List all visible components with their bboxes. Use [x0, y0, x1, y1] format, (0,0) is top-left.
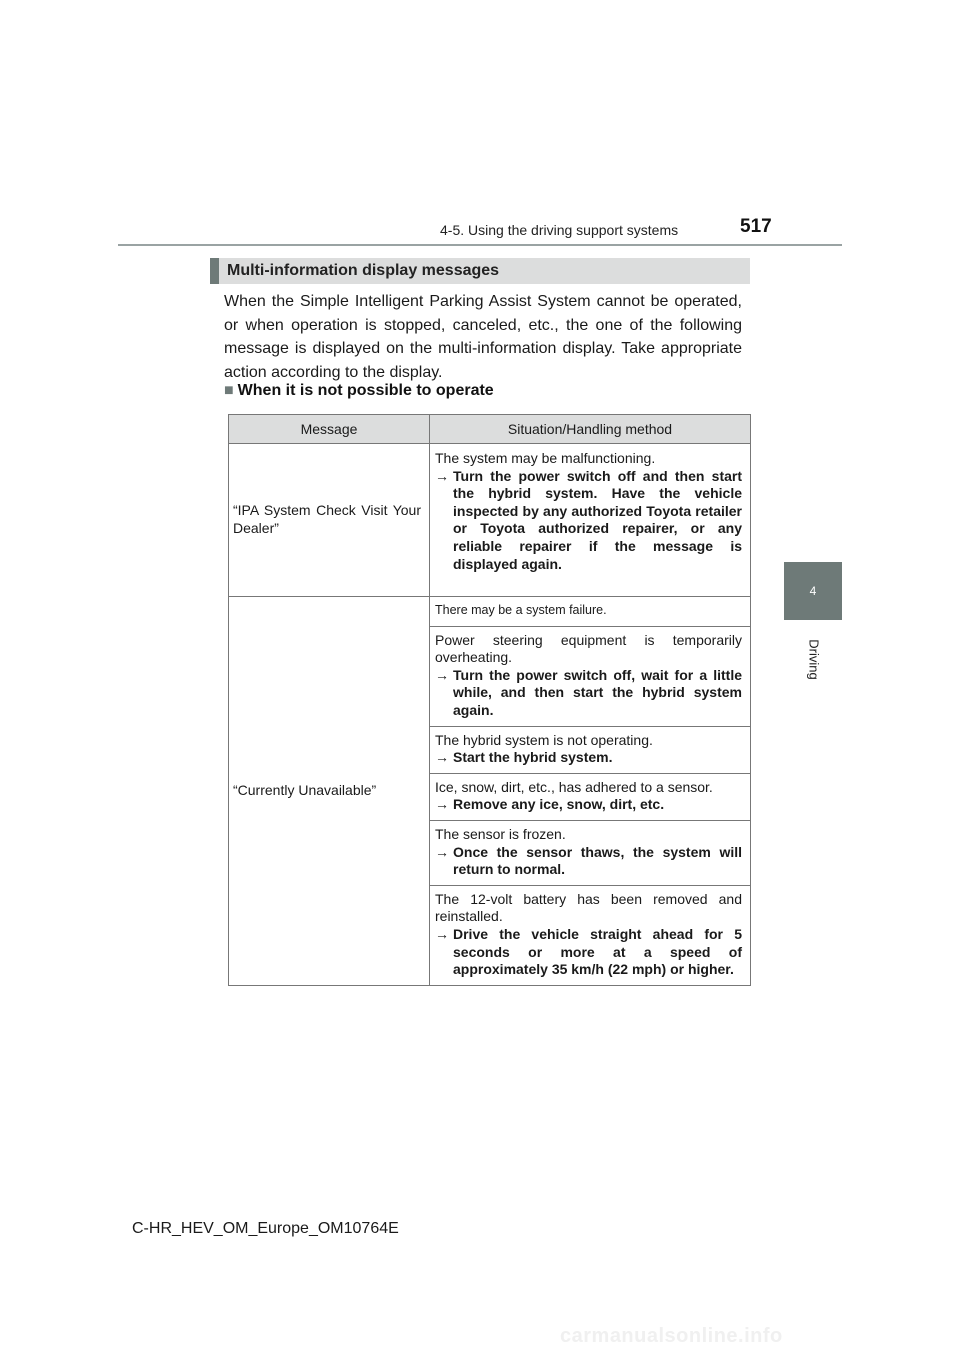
- column-header-message: Message: [229, 415, 430, 444]
- action-text: → Remove any ice, snow, dirt, etc.: [435, 796, 665, 813]
- header-title: 4-5. Using the driving support systems: [440, 222, 679, 238]
- chapter-label: Driving: [806, 639, 822, 680]
- square-bullet-icon: ■: [224, 382, 234, 399]
- situation-cell: [430, 885, 751, 985]
- subheading-text: When it is not possible to operate: [237, 382, 494, 399]
- arrow-icon: →: [435, 925, 449, 942]
- messages-table: [228, 414, 751, 986]
- table-row: [229, 597, 751, 627]
- situation-cell: [430, 597, 751, 627]
- situation-text: The sensor is frozen.: [435, 825, 566, 842]
- column-header-situation: Situation/Handling method: [430, 415, 751, 444]
- intro-paragraph: When the Simple Intelligent Parking Assist System cannot be operated, or when operation is stopped, canceled, etc., the one of the following message is displayed on the multi-information display. Take appropriate action according to the display.: [224, 293, 742, 381]
- situation-cell: [430, 726, 751, 773]
- action-text: → Turn the power switch off and then start the hybrid system. Have the vehicle inspected by any authorized Toyota retailer or Toyota authorized repairer, or any reliable repairer if the message is displayed again.: [435, 467, 742, 572]
- arrow-icon: →: [435, 467, 449, 484]
- situation-cell: [430, 444, 751, 597]
- page-number: 517: [740, 216, 772, 237]
- action-text: → Once the sensor thaws, the system will return to normal.: [435, 843, 742, 878]
- subheading: [224, 382, 494, 400]
- arrow-icon: →: [435, 749, 449, 766]
- situation-text: Power steering equipment is temporarily overheating.: [435, 631, 742, 666]
- situation-cell: [430, 773, 751, 820]
- message-cell: “IPA System Check Visit Your Dealer”: [229, 444, 430, 597]
- chapter-number: 4: [809, 584, 817, 598]
- action-text: → Drive the vehicle straight ahead for 5 seconds or more at a speed of approximately 35 km/h (22 mph) or higher.: [435, 925, 742, 978]
- watermark: carmanualsonline.info: [560, 1325, 783, 1347]
- document-code: C-HR_HEV_OM_Europe_OM10764E: [132, 1220, 399, 1237]
- arrow-icon: →: [435, 666, 449, 683]
- message-cell: “Currently Unavailable”: [229, 597, 430, 986]
- arrow-icon: →: [435, 796, 449, 813]
- situation-text: There may be a system failure.: [435, 603, 607, 617]
- situation-text: Ice, snow, dirt, etc., has adhered to a sensor.: [435, 778, 713, 795]
- section-heading: Multi-information display messages: [210, 258, 750, 284]
- table-header-row: [229, 415, 751, 444]
- situation-cell: [430, 820, 751, 885]
- arrow-icon: →: [435, 843, 449, 860]
- action-text: → Start the hybrid system.: [435, 749, 613, 766]
- situation-text: The 12-volt battery has been removed and reinstalled.: [435, 890, 742, 925]
- action-text: → Turn the power switch off, wait for a little while, and then start the hybrid system again.: [435, 666, 742, 718]
- situation-cell: [430, 626, 751, 726]
- situation-text: The hybrid system is not operating.: [435, 731, 653, 748]
- table-row: [229, 444, 751, 597]
- situation-text: The system may be malfunctioning.: [435, 450, 656, 466]
- header-divider: [118, 244, 842, 246]
